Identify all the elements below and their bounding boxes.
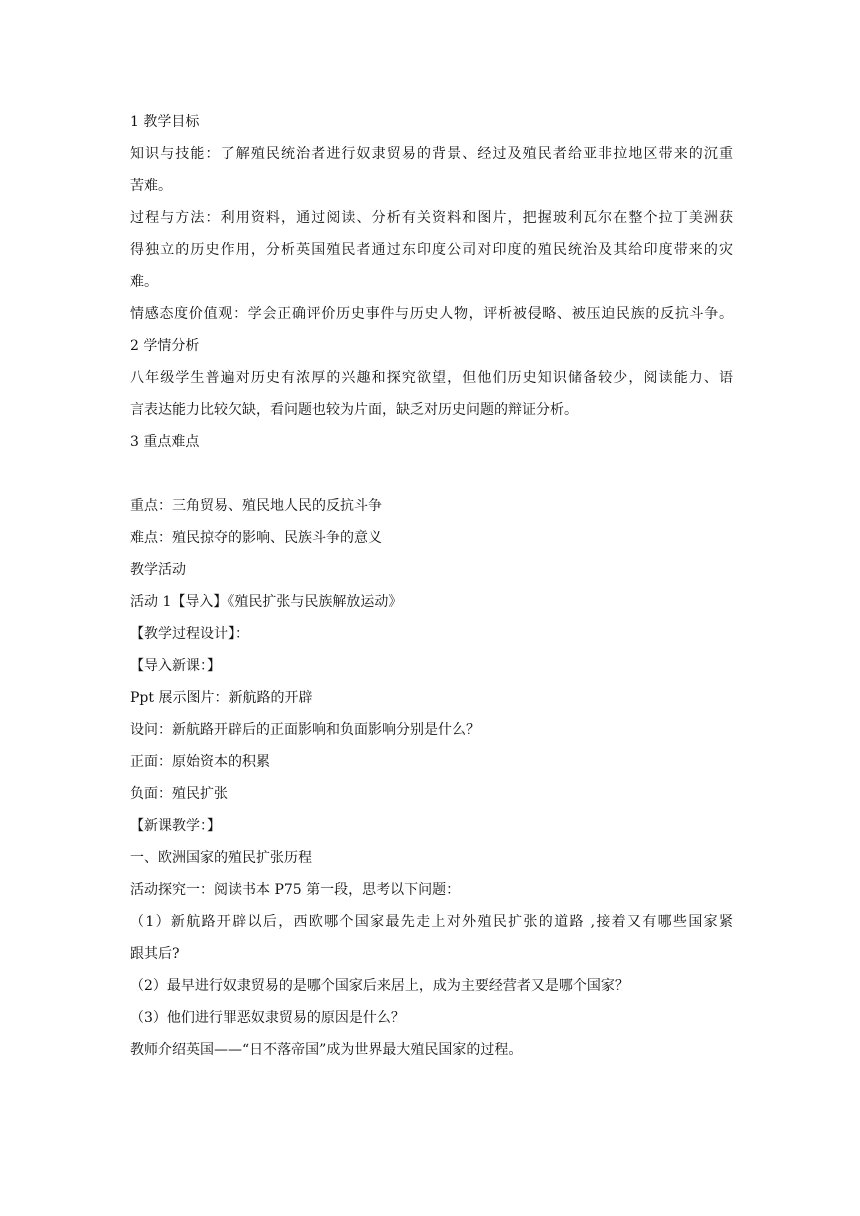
paragraph-line: 跟其后? [130,946,180,962]
paragraph-line: 言表达能力比较欠缺，看问题也较为片面，缺乏对历史问题的辩证分析。 [130,402,578,418]
paragraph-line: 活动 1【导入】《殖民扩张与民族解放运动》 [130,594,403,610]
paragraph-line: （3）他们进行罪恶奴隶贸易的原因是什么？ [130,1010,405,1026]
paragraph-line: 【导入新课：】 [130,658,221,674]
paragraph-line: 重点：三角贸易、殖民地人民的反抗斗争 [130,498,382,514]
paragraph-line: 教师介绍英国——“日不落帝国”成为世界最大殖民国家的过程。 [130,1042,523,1058]
paragraph-line: 苦难。 [130,178,172,194]
blank-line [130,458,733,490]
paragraph-line: Ppt 展示图片：新航路的开辟 [130,690,313,706]
paragraph-line: （1）新航路开辟以后，西欧哪个国家最先走上对外殖民扩张的道路 ,接着又有哪些国家紧 [130,914,733,930]
paragraph-line: 一、欧洲国家的殖民扩张历程 [130,850,312,866]
paragraph-line: （2）最早进行奴隶贸易的是哪个国家后来居上，成为主要经营者又是哪个国家？ [130,978,629,994]
paragraph-line: 知识与技能：了解殖民统治者进行奴隶贸易的背景、经过及殖民者给亚非拉地区带来的沉重 [130,146,733,162]
paragraph-line: 难。 [130,274,158,290]
paragraph-line: 八年级学生普遍对历史有浓厚的兴趣和探究欲望，但他们历史知识储备较少，阅读能力、语 [130,370,733,386]
paragraph-line: 得独立的历史作用，分析英国殖民者通过东印度公司对印度的殖民统治及其给印度带来的灾 [130,242,733,258]
paragraph-line: 情感态度价值观：学会正确评价历史事件与历史人物，评析被侵略、被压迫民族的反抗斗争。 [130,306,733,322]
heading-teaching-objectives: 1 教学目标 [130,114,200,130]
heading-key-points: 3 重点难点 [130,434,200,450]
paragraph-line: 过程与方法：利用资料，通过阅读、分析有关资料和图片，把握玻利瓦尔在整个拉丁美洲获 [130,210,733,226]
paragraph-line: 活动探究一：阅读书本 P75 第一段，思考以下问题： [130,882,461,898]
heading-teaching-activities: 教学活动 [130,562,186,578]
paragraph-line: 负面：殖民扩张 [130,786,228,802]
heading-student-analysis: 2 学情分析 [130,338,200,354]
paragraph-line: 【教学过程设计】： [130,626,249,642]
paragraph-line: 正面：原始资本的积累 [130,754,270,770]
paragraph-line: 设问：新航路开辟后的正面影响和负面影响分别是什么？ [130,722,480,738]
paragraph-line: 【新课教学：】 [130,818,221,834]
document-body [130,106,733,1066]
paragraph-line: 难点：殖民掠夺的影响、民族斗争的意义 [130,530,382,546]
